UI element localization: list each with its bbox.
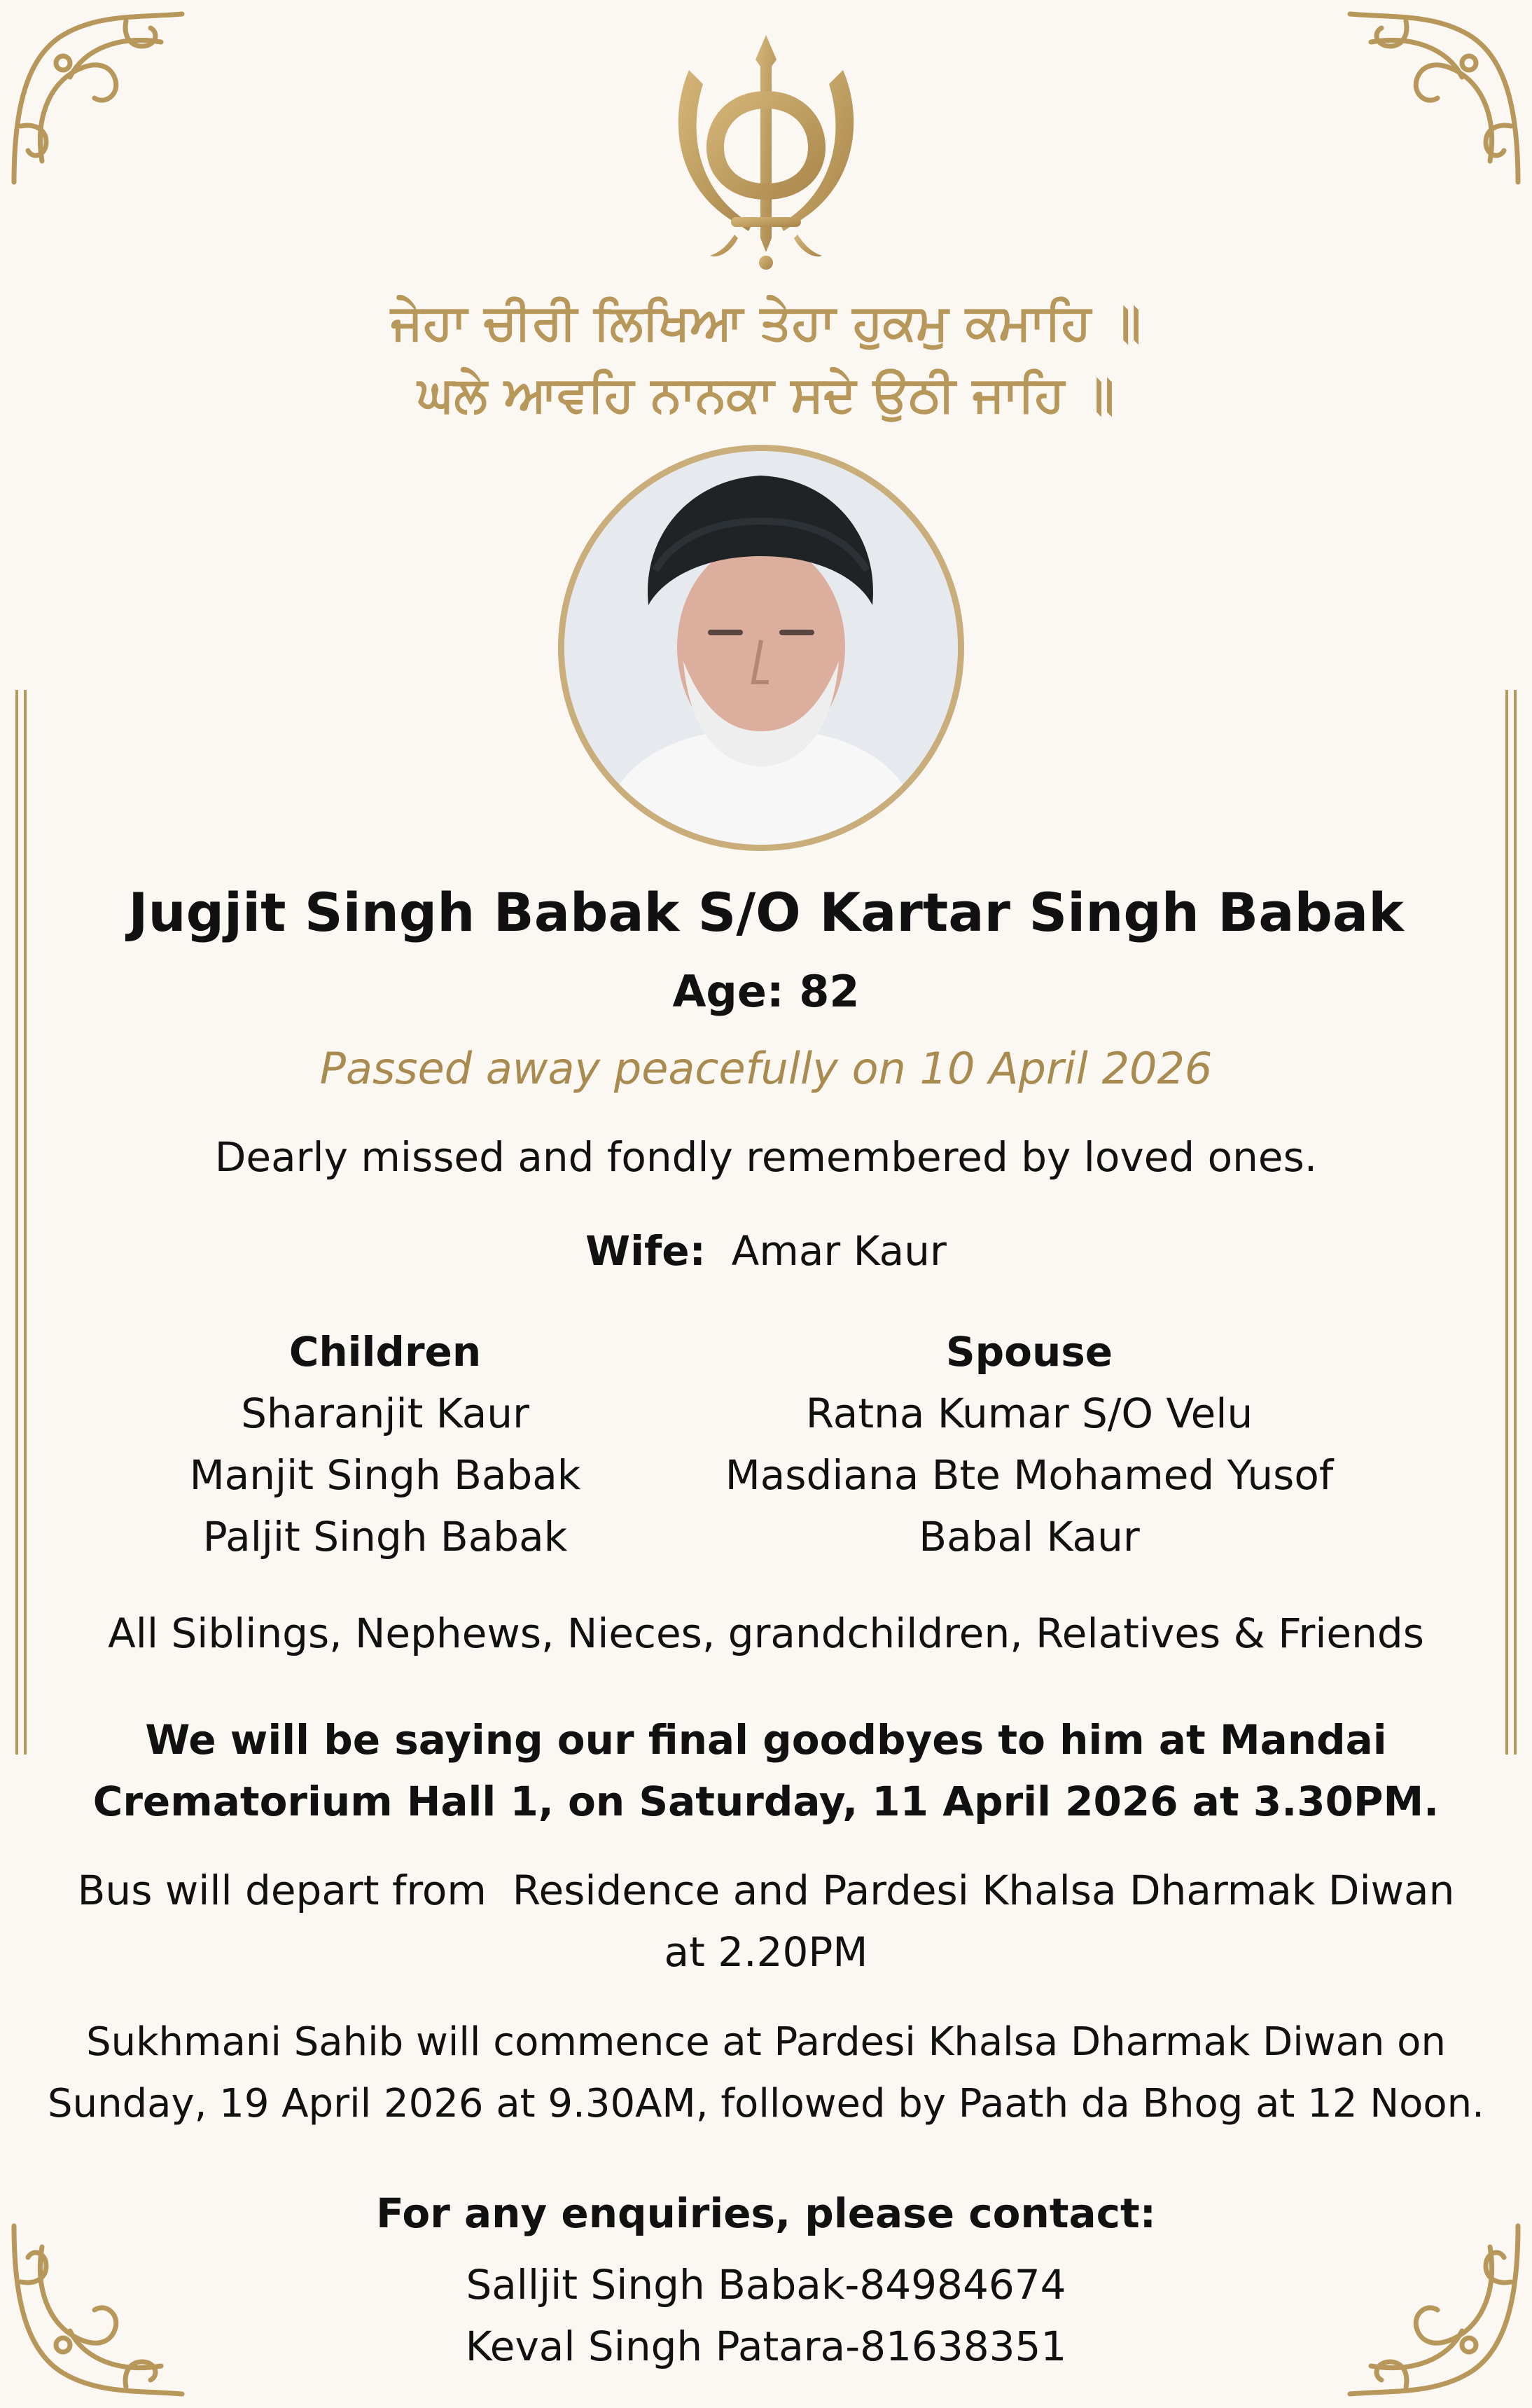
farewell-line-1: We will be saying our final goodbyes to him at Mandai [145,1716,1387,1764]
wife-name: Amar Kaur [731,1227,947,1275]
contact-person: Salljit Singh Babak-84984674 [466,2261,1066,2309]
right-border-lines [1505,690,1517,1755]
children-column [140,1321,630,1568]
sukhmani-line-2: Sunday, 19 April 2026 at 9.30AM, followed by Paath da Bhog at 12 Noon. [48,2081,1484,2126]
remembered-message: Dearly missed and fondly remembered by loved ones. [214,1133,1318,1181]
bus-line-1: Bus will depart from Residence and Pardesi Khalsa Dharmak Diwan [77,1867,1455,1914]
gurbani-line-1: ਜੇਹਾ ਚੀਰੀ ਲਿਖਿਆ ਤੇਹਾ ਹੁਕਮੁ ਕਮਾਹਿ ॥ [391,293,1141,351]
portrait-photo [558,445,964,851]
enquiry-heading: For any enquiries, please contact: [376,2189,1156,2237]
wife-line [0,1223,1532,1279]
gurbani-line-2: ਘਲੇ ਆਵਹਿ ਨਾਨਕਾ ਸਦੇ ਉਠੀ ਜਾਹਿ ॥ [417,366,1115,423]
child-name: Sharanjit Kaur [241,1390,529,1437]
corner-ornament-top-right [1336,0,1532,196]
spouse-heading: Spouse [945,1328,1113,1376]
left-border-lines [15,690,27,1755]
portrait-illustration [564,451,958,845]
spouse-name: Ratna Kumar S/O Velu [805,1390,1253,1437]
farewell-announcement [0,1709,1532,1832]
farewell-line-2: Crematorium Hall 1, on Saturday, 11 April 2026 at 3.30PM. [92,1778,1440,1825]
spouse-name: Masdiana Bte Mohamed Yusof [725,1451,1334,1499]
wife-label: Wife: [585,1227,706,1275]
deceased-name: Jugjit Singh Babak S/O Kartar Singh Babak [128,881,1404,943]
contact-list [0,2254,1532,2377]
spouse-column [700,1321,1358,1568]
child-name: Manjit Singh Babak [189,1451,581,1499]
passed-away-date: Passed away peacefully on 10 April 2026 [319,1043,1213,1094]
bus-line-2: at 2.20PM [664,1928,868,1976]
corner-ornament-top-left [0,0,196,196]
relatives-line: All Siblings, Nephews, Nieces, grandchildren, Relatives & Friends [108,1610,1424,1657]
spouse-name: Babal Kaur [919,1513,1140,1561]
khanda-icon [661,28,871,273]
contact-person: Keval Singh Patara-81638351 [465,2323,1067,2370]
sukhmani-sahib-notice [0,2012,1532,2135]
sukhmani-line-1: Sukhmani Sahib will commence at Pardesi Khalsa Dharmak Diwan on [86,2019,1446,2065]
deceased-age: Age: 82 [672,966,860,1017]
bus-departure [0,1860,1532,1983]
child-name: Paljit Singh Babak [202,1513,568,1561]
children-heading: Children [288,1328,482,1376]
